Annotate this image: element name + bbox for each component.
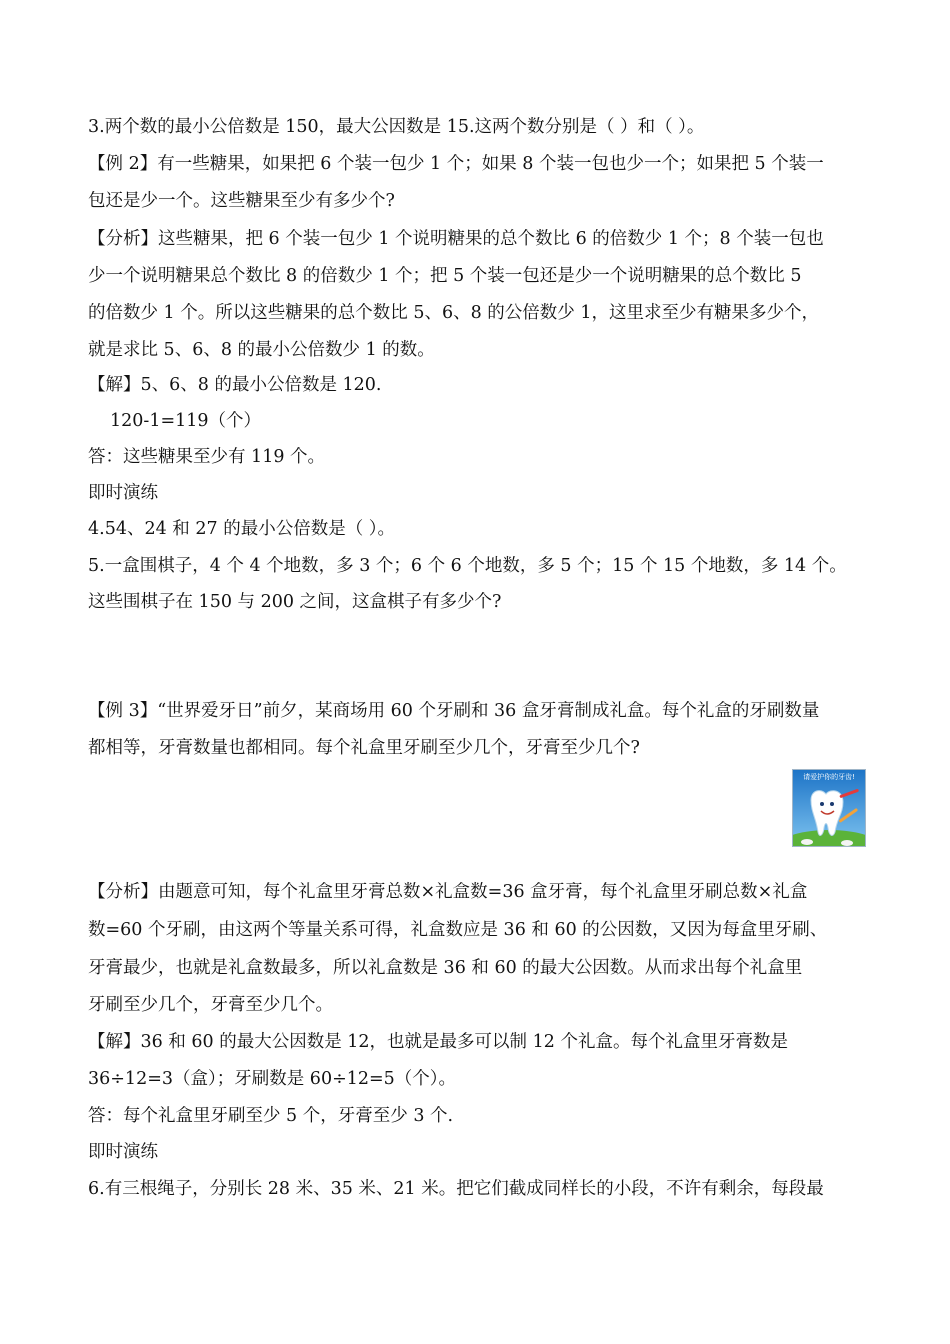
illustration-caption: 请爱护你的牙齿!: [803, 773, 855, 781]
analysis-2-line-4: 就是求比 5、6、8 的最小公倍数少 1 的数。: [88, 340, 435, 360]
tooth-care-illustration: [792, 769, 866, 847]
example-2-line-1: 【例 2】有一些糖果，如果把 6 个装一包少 1 个；如果 8 个装一包也少一个；如果把 5 个装一: [88, 154, 824, 174]
analysis-3-line-4: 牙刷至少几个，牙膏至少几个。: [88, 995, 333, 1015]
analysis-3-line-2: 数=60 个牙刷，由这两个等量关系可得，礼盒数应是 36 和 60 的公因数，又因为每盒里牙刷、: [88, 920, 828, 940]
answer-3: 答：每个礼盒里牙刷至少 5 个，牙膏至少 3 个.: [88, 1106, 454, 1126]
solution-3-line-1: 【解】36 和 60 的最大公因数是 12，也就是最多可以制 12 个礼盒。每个礼盒里牙膏数是: [88, 1032, 788, 1052]
answer-2: 答：这些糖果至少有 119 个。: [88, 447, 326, 467]
question-6-line-1: 6.有三根绳子，分别长 28 米、35 米、21 米。把它们截成同样长的小段，不许有剩余，每段最: [88, 1179, 824, 1199]
question-5-line-2: 这些围棋子在 150 与 200 之间，这盒棋子有多少个?: [88, 592, 502, 612]
analysis-3-line-1: 【分析】由题意可知，每个礼盒里牙膏总数×礼盒数=36 盒牙膏，每个礼盒里牙刷总数×礼盒: [88, 882, 808, 902]
analysis-3-line-3: 牙膏最少，也就是礼盒数最多，所以礼盒数是 36 和 60 的最大公因数。从而求出每个礼盒里: [88, 958, 803, 978]
practice-heading-2: 即时演练: [88, 1142, 158, 1162]
analysis-2-line-1: 【分析】这些糖果，把 6 个装一包少 1 个说明糖果的总个数比 6 的倍数少 1 个；8 个装一包也: [88, 229, 824, 249]
analysis-2-line-2: 少一个说明糖果总个数比 8 的倍数少 1 个；把 5 个装一包还是少一个说明糖果的总个数比 5: [88, 266, 802, 286]
solution-2-line-1: 【解】5、6、8 的最小公倍数是 120.: [88, 375, 382, 395]
question-5-line-1: 5.一盒围棋子，4 个 4 个地数，多 3 个；6 个 6 个地数，多 5 个；15 个 15 个地数，多 14 个。: [88, 556, 847, 576]
question-3: 3.两个数的最小公倍数是 150，最大公因数是 15.这两个数分别是（ ）和（ ）。: [88, 117, 705, 137]
question-4: 4.54、24 和 27 的最小公倍数是（ ）。: [88, 519, 396, 539]
analysis-2-line-3: 的倍数少 1 个。所以这些糖果的总个数比 5、6、8 的公倍数少 1，这里求至少有糖果多少个，: [88, 303, 819, 323]
solution-2-calc: 120-1=119（个）: [110, 411, 262, 431]
solution-3-line-2: 36÷12=3（盒）；牙刷数是 60÷12=5（个）。: [88, 1069, 457, 1089]
example-3-line-1: 【例 3】“世界爱牙日”前夕，某商场用 60 个牙刷和 36 盒牙膏制成礼盒。每个礼盒的牙刷数量: [88, 701, 820, 721]
example-2-line-2: 包还是少一个。这些糖果至少有多少个?: [88, 191, 395, 211]
practice-heading-1: 即时演练: [88, 483, 158, 503]
example-3-line-2: 都相等，牙膏数量也都相同。每个礼盒里牙刷至少几个，牙膏至少几个?: [88, 738, 640, 758]
